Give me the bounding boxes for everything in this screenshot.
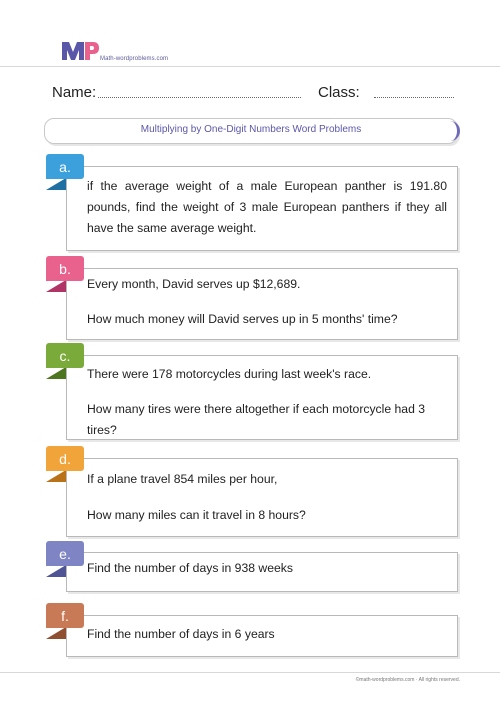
tag-fold-d xyxy=(46,470,66,482)
question-text-d-2: How many miles can it travel in 8 hours? xyxy=(87,508,306,522)
class-field[interactable] xyxy=(374,97,454,98)
brand-logo-text: Math-wordproblems.com xyxy=(100,56,169,62)
header-divider xyxy=(0,66,500,67)
question-text-f: Find the number of days in 6 years xyxy=(87,627,275,641)
worksheet-title: Multiplying by One-Digit Numbers Word Problems xyxy=(140,124,362,135)
tag-fold-e xyxy=(46,565,66,577)
class-label: Class: xyxy=(318,84,360,101)
name-label: Name: xyxy=(52,84,97,101)
question-card-c xyxy=(66,355,458,440)
question-text-c-1: There were 178 motorcycles during last week's race. xyxy=(87,367,372,381)
question-text-d-1: If a plane travel 854 miles per hour, xyxy=(87,472,278,486)
tag-fold-f xyxy=(46,627,66,639)
question-text-a: if the average weight of a male European panther is 191.80 pounds, find the weight of 3 male European panthers if they all have the same average weight. xyxy=(87,179,447,235)
brand-logo xyxy=(60,38,100,62)
question-card-a xyxy=(66,166,458,251)
question-tag-e: e. xyxy=(46,541,84,566)
question-text-b-2: How much money will David serves up in 5 months' time? xyxy=(87,312,398,326)
question-card-f xyxy=(66,615,458,657)
tag-fold-b xyxy=(46,280,66,292)
question-text-b-1: Every month, David serves up $12,689. xyxy=(87,277,301,291)
question-tag-f: f. xyxy=(46,603,84,628)
question-tag-a: a. xyxy=(46,154,84,179)
question-tag-d: d. xyxy=(46,446,84,471)
tag-fold-a xyxy=(46,178,66,190)
question-card-d xyxy=(66,458,458,537)
name-field[interactable] xyxy=(98,97,301,98)
question-card-e xyxy=(66,552,458,592)
tag-fold-c xyxy=(46,367,66,379)
question-text-e: Find the number of days in 938 weeks xyxy=(87,561,293,575)
footer-copyright: ©math-wordproblems.com · All rights reserved. xyxy=(355,677,460,683)
question-text-c-2: How many tires were there altogether if each motorcycle had 3 tires? xyxy=(87,402,426,437)
question-tag-b: b. xyxy=(46,256,84,281)
question-card-b xyxy=(66,268,458,340)
footer-divider xyxy=(0,672,500,673)
question-tag-c: c. xyxy=(46,343,84,368)
